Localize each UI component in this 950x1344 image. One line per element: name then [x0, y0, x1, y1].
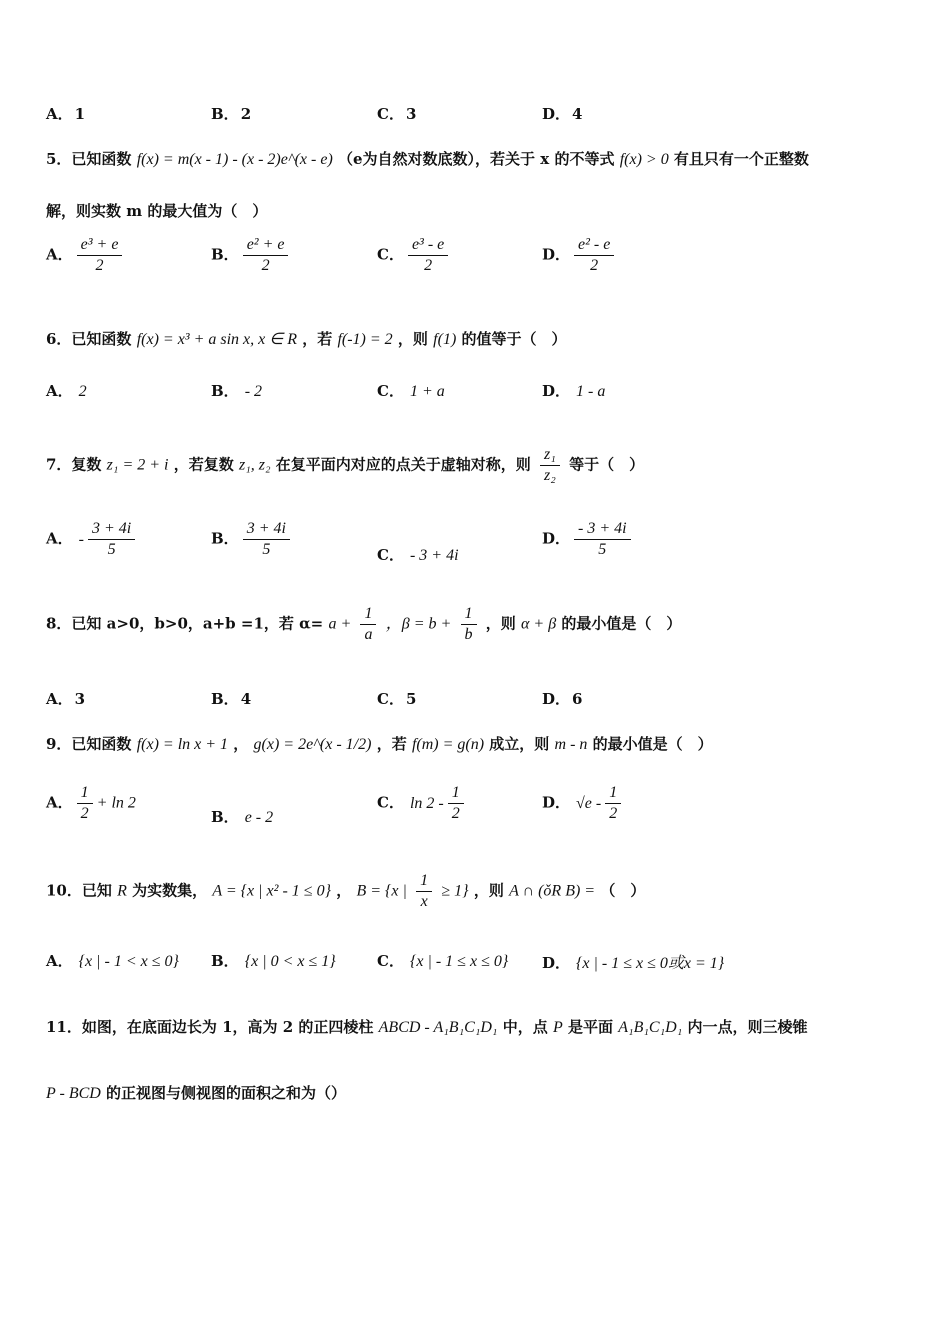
q7-option-c: C． - 3 + 4i	[377, 546, 459, 564]
q7-option-d: D． $\frac{- 3 + 4i}{5}$	[542, 520, 635, 559]
q7-stem: 7．复数 z₁ = 2 + i ，若复数 z₁, z₂ 在复平面内对应的点关于虚轴对称，则 $\frac{\text{z₁}}{\text{z₂}}$ 等于（ ）	[46, 446, 645, 484]
q6-option-d: D． 1 - a	[542, 382, 606, 400]
q10-option-d: D． {x | - 1 ≤ x ≤ 0或x = 1}	[542, 954, 725, 972]
q10-option-c: C． {x | - 1 ≤ x ≤ 0}	[377, 952, 509, 970]
q7-option-a: A． - $\frac{3 + 4i}{5}$	[46, 520, 139, 559]
q9-option-c: C． ln 2 - $\frac{1}{2}$	[377, 784, 468, 823]
q9-option-d: D． √e - $\frac{1}{2}$	[542, 784, 625, 823]
q10-stem: 10．已知 R 为实数集， A = {x | x² - 1 ≤ 0} ， B = {x | $\frac{1}{x}$ ≥ 1} ，则 A ∩ (ǒR B) = （ ）	[46, 872, 646, 910]
q8-option-a: A． 3	[46, 690, 86, 708]
q5-option-b: B． $\frac{\text{e² + e}}{2}$	[211, 236, 292, 275]
q11-stem: 11．如图，在底面边长为 1，高为 2 的正四棱柱 ABCD - A₁B₁C₁D₁ 中，点 P 是平面 A₁B₁C₁D₁ 内一点，则三棱锥	[46, 1018, 808, 1036]
q10-option-a: A． {x | - 1 < x ≤ 0}	[46, 952, 179, 970]
q6-stem: 6．已知函数 f(x) = x³ + a sin x, x ∈ R ，若 f(-1) = 2 ，则 f(1) 的值等于（ ）	[46, 330, 567, 348]
q4-option-a: A． 1	[46, 105, 86, 123]
q5-option-a: A． $\frac{\text{e³ + e}}{2}$	[46, 236, 126, 275]
q9-stem: 9．已知函数 f(x) = ln x + 1 ， g(x) = 2e^(x - 1/2) ，若 f(m) = g(n) 成立，则 m - n 的最小值是（ ）	[46, 735, 713, 753]
q6-option-c: C． 1 + a	[377, 382, 445, 400]
q4-option-b: B． 2	[211, 105, 252, 123]
q8-stem: 8．已知 a>0，b>0，a+b =1，若 α= a + $\frac{1}{a}$ ，β = b + $\frac{1}{b}$ ，则 α + β 的最小值是（ ）	[46, 605, 682, 643]
q10-option-b: B． {x | 0 < x ≤ 1}	[211, 952, 336, 970]
q4-option-d: D． 4	[542, 105, 583, 123]
q5-option-c: C． $\frac{\text{e³ - e}}{2}$	[377, 236, 452, 275]
q9-option-b: B． e - 2	[211, 808, 274, 826]
q8-option-d: D． 6	[542, 690, 583, 708]
q7-option-b: B． $\frac{3 + 4i}{5}$	[211, 520, 294, 559]
q8-option-b: B． 4	[211, 690, 252, 708]
q6-option-b: B． - 2	[211, 382, 263, 400]
q5-option-d: D． $\frac{\text{e² - e}}{2}$	[542, 236, 618, 275]
q5-stem-line2: 解，则实数 m 的最大值为（ ）	[46, 202, 268, 220]
q6-option-a: A． 2	[46, 382, 87, 400]
q5-stem: 5．已知函数 f(x) = m(x - 1) - (x - 2)e^(x - e) （e为自然对数底数），若关于 x 的不等式 f(x) > 0 有且只有一个正整数	[46, 150, 809, 168]
q11-stem-line2: P - BCD 的正视图与侧视图的面积之和为（）	[46, 1084, 347, 1102]
q9-option-a: A． $\frac{1}{2}$ + ln 2	[46, 784, 136, 822]
q8-option-c: C． 5	[377, 690, 417, 708]
q4-option-c: C． 3	[377, 105, 417, 123]
